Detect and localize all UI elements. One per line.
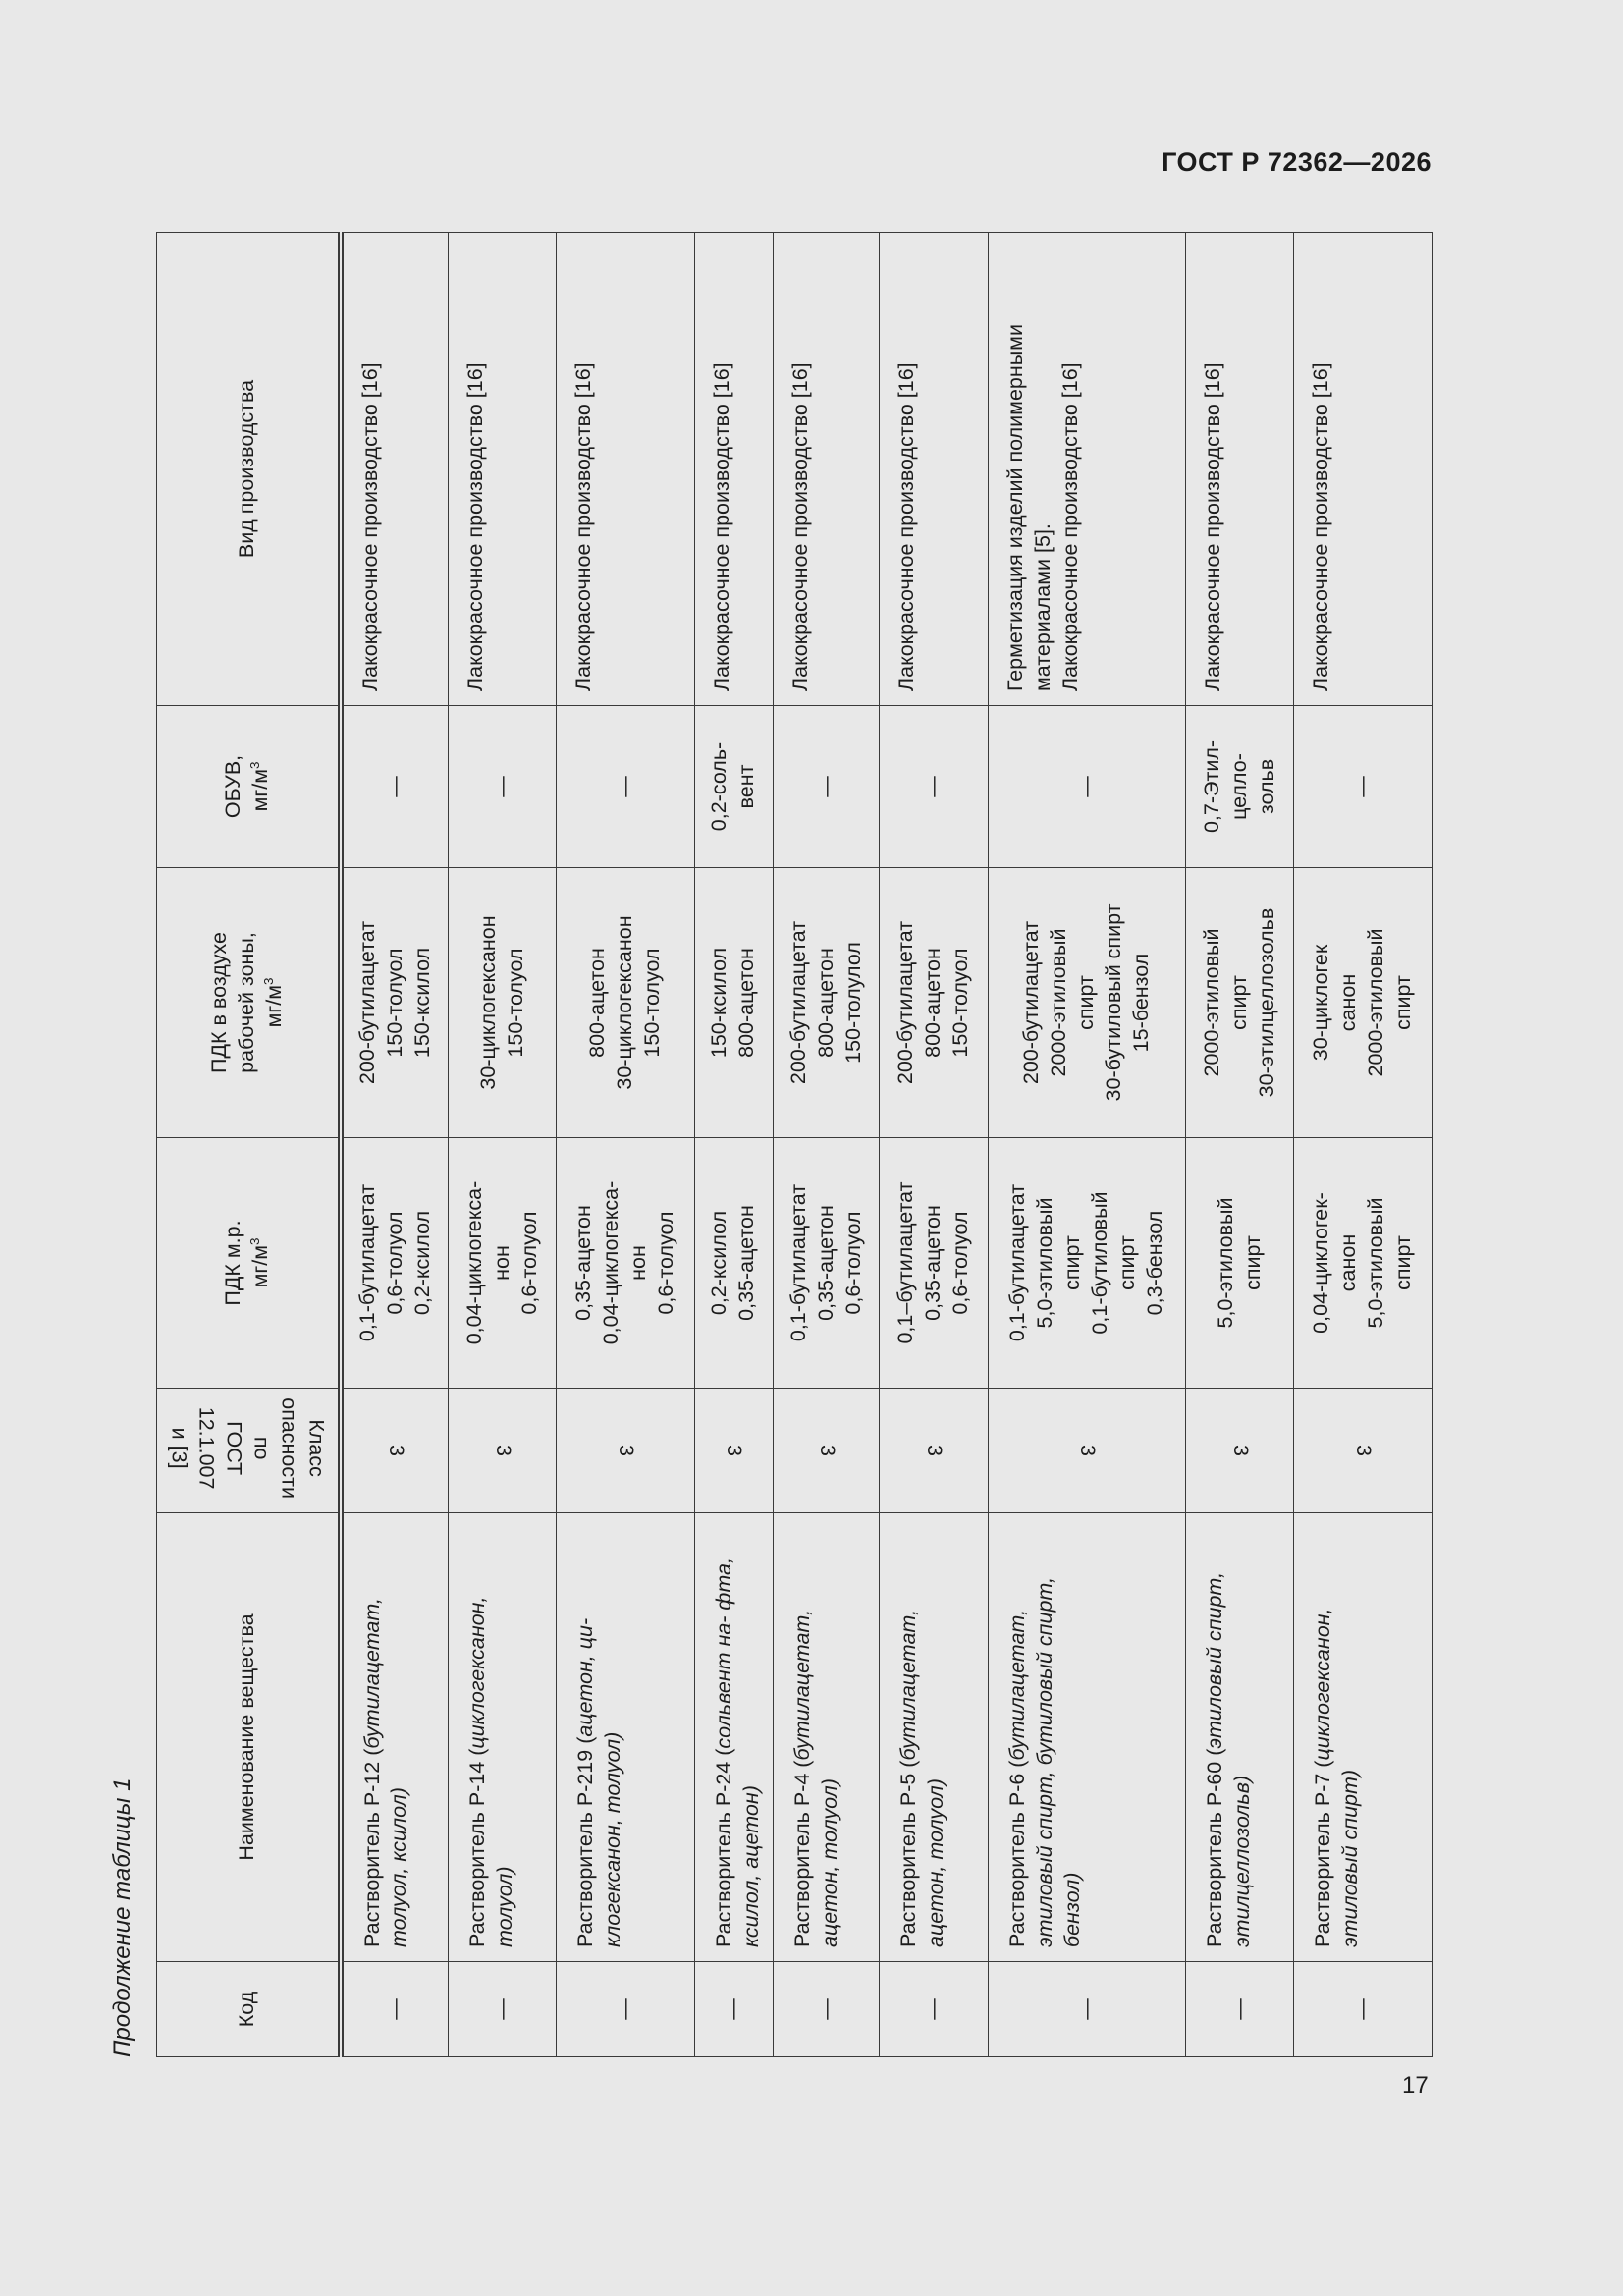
production-cell-line: Лакокрасочное производство [16] xyxy=(709,362,733,691)
substance-name: Растворитель Р-4 ( xyxy=(789,1760,814,1947)
pdk-mr-cell-line: 0,2-ксилол xyxy=(409,1210,434,1316)
obuv-cell-line: 0,7-Этил- xyxy=(1199,739,1223,834)
substance-name-cell xyxy=(773,1513,879,1962)
substance-name: Растворитель Р-6 ( xyxy=(1004,1760,1029,1947)
pdk-mr-cell-line: 0,04-циклогекса- xyxy=(461,1180,486,1345)
pdk-wz-cell-line: санон xyxy=(1336,973,1361,1032)
unit-exponent: 3 xyxy=(246,1237,262,1246)
pdk-wz-cell-line: 2000-этиловый xyxy=(1199,928,1223,1077)
header-pdk-mr-line: ПДК м.р. xyxy=(220,1220,244,1306)
table-row xyxy=(1185,233,1293,2057)
pdk-mr-cell-line: 0,35-ацетон xyxy=(570,1205,595,1321)
pdk-wz-cell-line: 2000-этиловый xyxy=(1364,928,1388,1077)
pdk-mr-cell-line: 0,6-толуол xyxy=(383,1211,407,1315)
production-cell xyxy=(1185,233,1293,706)
pdk-mr-cell xyxy=(988,1138,1185,1389)
hazard-class-value: 3 xyxy=(1352,1445,1377,1456)
pdk-mr-cell xyxy=(556,1138,694,1389)
pdk-wz-cell-line: 150-толуол xyxy=(948,948,973,1058)
obuv-cell xyxy=(341,706,449,868)
production-cell xyxy=(1294,233,1433,706)
code-cell: — xyxy=(880,1962,988,2057)
pdk-wz-cell-line: 2000-этиловый xyxy=(1046,928,1070,1077)
pdk-wz-cell-line: 200-бутилацетат xyxy=(785,920,810,1085)
table-row xyxy=(1294,233,1433,2057)
obuv-cell-line: — xyxy=(1350,776,1375,797)
hazard-class-value: 3 xyxy=(1075,1445,1100,1456)
code-cell: — xyxy=(988,1962,1185,2057)
substance-name-cell xyxy=(449,1513,556,1962)
hazard-class-cell xyxy=(1294,1389,1433,1513)
obuv-cell xyxy=(1294,706,1433,868)
code-cell: — xyxy=(449,1962,556,2057)
table-row xyxy=(880,233,988,2057)
pdk-wz-cell-line: 15-бензол xyxy=(1128,953,1153,1053)
production-cell-line: Герметизация изделий полимерными xyxy=(1002,324,1027,691)
table-header-row xyxy=(157,233,341,2057)
pdk-wz-cell-line: 200-бутилацетат xyxy=(893,920,918,1085)
pdk-wz-cell-line: 30-этилцеллозольв xyxy=(1254,907,1278,1098)
pdk-wz-cell-line: 200-бутилацетат xyxy=(355,920,380,1085)
production-cell-line: Лакокрасочное производство [16] xyxy=(463,362,488,691)
pdk-wz-cell-line: спирт xyxy=(1226,975,1251,1030)
header-obuv xyxy=(157,706,341,868)
production-cell-line: Лакокрасочное производство [16] xyxy=(357,362,382,691)
header-hazard-line: Класс xyxy=(304,1419,329,1477)
hazard-class-value: 3 xyxy=(1228,1445,1253,1456)
pdk-wz-cell-line: спирт xyxy=(1391,975,1416,1030)
header-pdk-wz xyxy=(157,868,341,1138)
obuv-cell xyxy=(880,706,988,868)
pdk-wz-cell-line: 30-циклогексанон xyxy=(612,915,636,1090)
obuv-cell xyxy=(773,706,879,868)
unit-exponent: 3 xyxy=(260,977,276,986)
pdk-mr-cell-line: 0,3-бензол xyxy=(1142,1210,1166,1316)
pdk-mr-cell-line: спирт xyxy=(1114,1235,1139,1290)
pdk-mr-cell-line: 0,35-ацетон xyxy=(921,1205,946,1321)
pdk-wz-cell xyxy=(988,868,1185,1138)
pdk-mr-cell-line: 5,0-этиловый xyxy=(1364,1197,1388,1329)
pdk-mr-cell-line: 0,35-ацетон xyxy=(734,1205,759,1321)
production-cell-line: Лакокрасочное производство [16] xyxy=(1200,362,1224,691)
obuv-cell-line: зольв xyxy=(1254,758,1278,815)
substance-name: Растворитель Р-24 ( xyxy=(711,1748,735,1947)
pdk-mr-cell xyxy=(1185,1138,1293,1389)
code-cell: — xyxy=(556,1962,694,2057)
pdk-mr-cell xyxy=(341,1138,449,1389)
substance-name-cell xyxy=(880,1513,988,1962)
pdk-mr-cell-line: 0,1-бутилацетат xyxy=(355,1183,380,1342)
code-cell: — xyxy=(1185,1962,1293,2057)
pdk-wz-cell-line: 150-толуол xyxy=(383,948,407,1058)
unit-text: мг/м xyxy=(247,1245,272,1288)
pdk-wz-cell xyxy=(1294,868,1433,1138)
hazard-class-value: 3 xyxy=(723,1445,747,1456)
hazard-class-value: 3 xyxy=(815,1445,839,1456)
obuv-cell-line: — xyxy=(1073,776,1098,797)
code-cell: — xyxy=(341,1962,449,2057)
substance-components: этиловый спирт, этилцеллозольв) xyxy=(1202,1571,1254,1947)
substance-name-cell xyxy=(1185,1513,1293,1962)
obuv-cell xyxy=(449,706,556,868)
pdk-mr-cell xyxy=(694,1138,773,1389)
pdk-mr-cell-line: 0,2-ксилол xyxy=(707,1210,731,1316)
header-pdk-wz-line: ПДК в воздухе xyxy=(206,932,231,1073)
pdk-mr-cell-line: нон xyxy=(489,1245,514,1281)
production-cell xyxy=(694,233,773,706)
obuv-cell-line: — xyxy=(383,776,407,797)
hazard-class-cell xyxy=(556,1389,694,1513)
table-row xyxy=(773,233,879,2057)
pdk-wz-cell-line: 150-толуол xyxy=(639,948,664,1058)
hazard-class-cell xyxy=(988,1389,1185,1513)
obuv-cell-line: — xyxy=(489,776,514,797)
production-cell-line: Лакокрасочное производство [16] xyxy=(1309,362,1333,691)
hazard-class-cell xyxy=(341,1389,449,1513)
hazard-class-cell xyxy=(880,1389,988,1513)
table-row xyxy=(694,233,773,2057)
hazard-class-cell xyxy=(694,1389,773,1513)
hazard-class-cell xyxy=(1185,1389,1293,1513)
obuv-cell-line: — xyxy=(612,776,636,797)
pdk-mr-cell-line: 0,6-толуол xyxy=(840,1211,865,1315)
substance-name: Растворитель Р-219 ( xyxy=(572,1736,597,1947)
pdk-mr-cell-line: санон xyxy=(1336,1233,1361,1292)
hazard-class-value: 3 xyxy=(923,1445,947,1456)
production-cell-line: материалами [5]. xyxy=(1030,523,1055,691)
header-obuv-line: ОБУВ, xyxy=(220,754,244,819)
hazard-class-value: 3 xyxy=(491,1445,515,1456)
pdk-wz-cell xyxy=(341,868,449,1138)
pdk-wz-cell-line: 30-циклогек xyxy=(1309,944,1333,1062)
pdk-mr-cell xyxy=(449,1138,556,1389)
pdk-wz-cell xyxy=(773,868,879,1138)
pdk-mr-cell-line: 0,6-толуол xyxy=(653,1211,677,1315)
pdk-wz-cell xyxy=(1185,868,1293,1138)
obuv-cell xyxy=(988,706,1185,868)
code-cell: — xyxy=(1294,1962,1433,2057)
pdk-mr-cell xyxy=(1294,1138,1433,1389)
production-cell xyxy=(341,233,449,706)
pdk-mr-cell-line: нон xyxy=(625,1245,650,1281)
header-pdk-mr-unit xyxy=(247,1152,275,1374)
rotated-table-block xyxy=(109,233,1433,2057)
substance-name-cell xyxy=(1294,1513,1433,1962)
pdk-mr-cell-line: 0,6-толуол xyxy=(516,1211,541,1315)
pdk-wz-cell-line: 150-ксилол xyxy=(409,947,434,1059)
substance-name-cell xyxy=(988,1513,1185,1962)
pdk-mr-cell-line: 0,1–бутилацетат xyxy=(893,1181,918,1344)
substance-name: Растворитель Р-5 ( xyxy=(896,1760,921,1947)
unit-text: мг/м xyxy=(247,769,272,812)
pdk-wz-cell xyxy=(880,868,988,1138)
production-cell xyxy=(880,233,988,706)
table-row xyxy=(341,233,449,2057)
substance-components: бутилацетат, ацетон, толуол) xyxy=(896,1609,948,1947)
header-hazard-line: опасности по xyxy=(249,1397,301,1499)
production-cell-line: Лакокрасочное производство [16] xyxy=(570,362,595,691)
substance-name-cell xyxy=(694,1513,773,1962)
substance-components: бутилацетат, этиловый спирт, бутиловый спирт, бензол) xyxy=(1004,1576,1084,1947)
obuv-cell-line: — xyxy=(813,776,838,797)
pdk-mr-cell-line: 0,1-бутилацетат xyxy=(1005,1183,1030,1342)
pdk-mr-cell-line: 5,0-этиловый xyxy=(1032,1197,1056,1329)
pdk-mr-cell xyxy=(880,1138,988,1389)
substance-components: сольвент на- фта, ксилол, ацетон) xyxy=(711,1558,763,1947)
pdk-wz-cell-line: 200-бутилацетат xyxy=(1019,920,1044,1085)
pdk-mr-cell xyxy=(773,1138,879,1389)
obuv-cell-line: вент xyxy=(734,764,759,809)
pdk-wz-cell-line: 800-ацетон xyxy=(813,948,838,1058)
production-cell xyxy=(988,233,1185,706)
pdk-wz-cell-line: спирт xyxy=(1073,975,1098,1030)
pdk-mr-cell-line: 0,04-циклогек- xyxy=(1309,1192,1333,1334)
pdk-wz-cell-line: 800-ацетон xyxy=(584,948,609,1058)
pdk-mr-cell-line: 0,04-циклогекса- xyxy=(598,1180,622,1345)
pdk-wz-cell-line: 150-толулол xyxy=(840,942,865,1064)
table-row xyxy=(556,233,694,2057)
pdk-wz-cell-line: 150-толуол xyxy=(503,948,527,1058)
obuv-cell xyxy=(556,706,694,868)
pdk-wz-cell xyxy=(694,868,773,1138)
production-cell-line: Лакокрасочное производство [16] xyxy=(787,362,812,691)
header-hazard-line: ГОСТ 12.1.007 xyxy=(194,1406,246,1490)
table-row xyxy=(988,233,1185,2057)
pdk-wz-cell xyxy=(556,868,694,1138)
substance-name: Растворитель Р-60 ( xyxy=(1202,1748,1226,1947)
hazard-class-value: 3 xyxy=(384,1445,408,1456)
document-number-header: ГОСТ Р 72362—2026 xyxy=(1162,147,1432,177)
production-cell xyxy=(449,233,556,706)
header-pdk-mr xyxy=(157,1138,341,1389)
hazard-class-value: 3 xyxy=(614,1445,638,1456)
pdk-wz-cell-line: 800-ацетон xyxy=(921,948,946,1058)
pdk-mr-cell-line: спирт xyxy=(1240,1235,1265,1290)
obuv-cell-line: 0,2-соль- xyxy=(707,741,731,832)
pdk-wz-cell-line: 800-ацетон xyxy=(734,948,759,1058)
pdk-wz-cell-line: 150-ксилол xyxy=(707,947,731,1059)
production-cell-line: Лакокрасочное производство [16] xyxy=(894,362,919,691)
substance-name-cell xyxy=(556,1513,694,1962)
production-cell-line: Лакокрасочное производство [16] xyxy=(1057,362,1082,691)
pdk-mr-cell-line: спирт xyxy=(1059,1235,1084,1290)
header-hazard-class xyxy=(157,1389,341,1513)
substance-components: бутилацетат, толуол, ксилол) xyxy=(359,1597,411,1947)
substance-name: Растворитель Р-12 ( xyxy=(359,1748,384,1947)
production-cell xyxy=(773,233,879,706)
pdk-mr-cell-line: 5,0-этиловый xyxy=(1213,1197,1237,1329)
header-obuv-unit xyxy=(247,720,275,853)
code-cell: — xyxy=(773,1962,879,2057)
unit-text: мг/м xyxy=(261,985,286,1028)
header-code: Код xyxy=(157,1962,341,2057)
pdk-wz-cell-line: 30-бутиловый спирт xyxy=(1101,903,1125,1102)
header-name: Наименование вещества xyxy=(157,1513,341,1962)
pdk-mr-cell-line: 0,1-бутиловый xyxy=(1087,1191,1111,1335)
hazard-class-cell xyxy=(449,1389,556,1513)
substances-table xyxy=(156,232,1433,2057)
substance-name-cell xyxy=(341,1513,449,1962)
obuv-cell xyxy=(694,706,773,868)
header-hazard-line: и [3] xyxy=(167,1427,191,1469)
header-pdk-wz-line: рабочей зоны, xyxy=(234,932,258,1073)
unit-exponent: 3 xyxy=(246,761,262,770)
substance-name: Растворитель Р-14 ( xyxy=(465,1748,490,1947)
page-number: 17 xyxy=(1402,2072,1429,2099)
hazard-class-cell xyxy=(773,1389,879,1513)
substance-name: Растворитель Р-7 ( xyxy=(1311,1760,1335,1947)
substance-components: циклогексанон, толуол) xyxy=(465,1596,517,1947)
header-production: Вид производства xyxy=(157,233,341,706)
pdk-mr-cell-line: 0,1-бутилацетат xyxy=(785,1183,810,1342)
table-row xyxy=(449,233,556,2057)
code-cell: — xyxy=(694,1962,773,2057)
pdk-wz-cell xyxy=(449,868,556,1138)
substance-components: ацетон, ци- клогексанон, толуол) xyxy=(572,1617,624,1947)
pdk-wz-cell-line: 30-циклогексанон xyxy=(475,915,500,1090)
substance-components: циклогексанон, этиловый спирт) xyxy=(1311,1608,1363,1947)
header-pdk-wz-unit xyxy=(261,882,289,1123)
header-hazard-class-text xyxy=(165,1397,330,1499)
obuv-cell-line: — xyxy=(921,776,946,797)
pdk-mr-cell-line: 0,6-толуол xyxy=(948,1211,973,1315)
table-caption: Продолжение таблицы 1 xyxy=(109,1777,135,2057)
production-cell xyxy=(556,233,694,706)
obuv-cell xyxy=(1185,706,1293,868)
pdk-mr-cell-line: 0,35-ацетон xyxy=(813,1205,838,1321)
obuv-cell-line: целло- xyxy=(1226,753,1251,820)
substance-components: бутилацетат, ацетон, толуол) xyxy=(789,1609,841,1947)
pdk-mr-cell-line: спирт xyxy=(1391,1235,1416,1290)
